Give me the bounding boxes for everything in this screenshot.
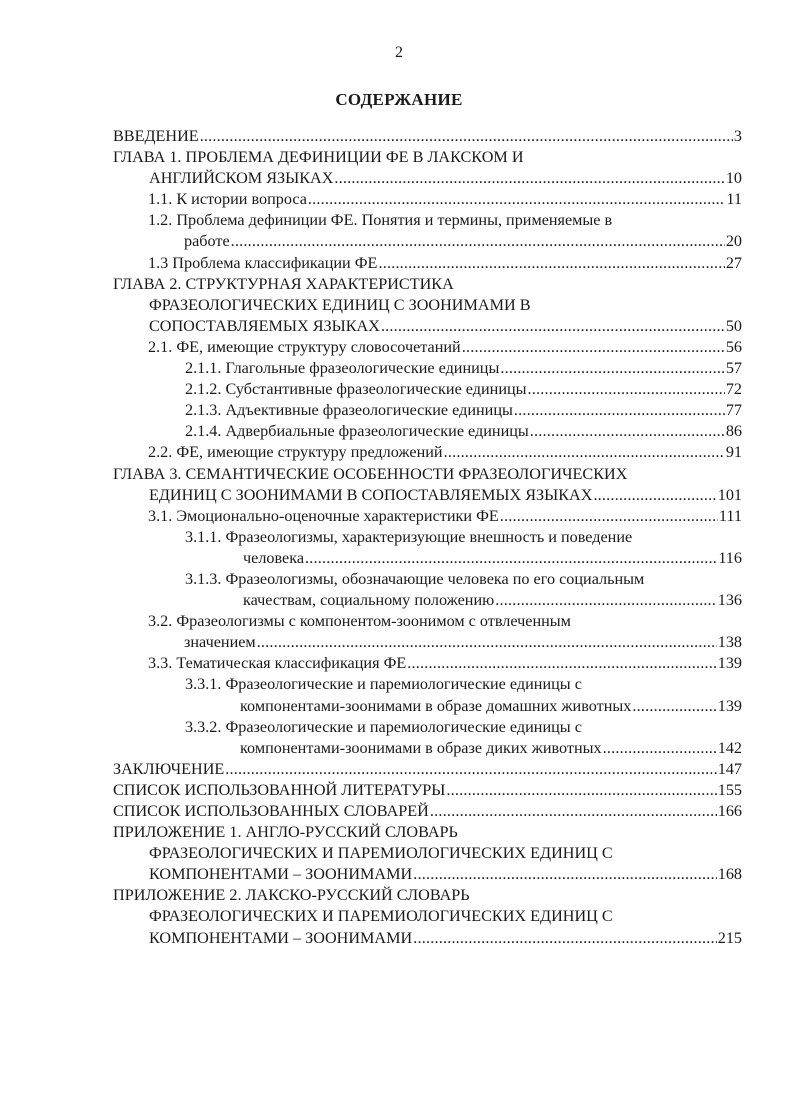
toc-entry [113, 126, 742, 147]
dot-leader [225, 759, 716, 780]
toc-page-number: 142 [717, 738, 742, 757]
toc-entry-text: 2.1.2. Субстантивные фразеологические единицы [185, 380, 527, 399]
toc-entry-text: 2.1.4. Адвербиальные фразеологические единицы [185, 422, 529, 441]
toc-entry-text: КОМПОНЕНТАМИ – ЗООНИМАМИ [149, 865, 413, 884]
dot-leader [430, 801, 717, 822]
toc-page-number: 139 [717, 654, 742, 673]
toc-entry-text: ГЛАВА 3. СЕМАНТИЧЕСКИЕ ОСОБЕННОСТИ ФРАЗЕОЛОГИЧЕСКИХ [113, 464, 628, 483]
toc-page-number: 27 [725, 253, 742, 272]
page-title: СОДЕРЖАНИЕ [335, 90, 463, 109]
dot-leader [500, 506, 718, 527]
dot-leader [632, 696, 716, 717]
toc-page-number: 86 [725, 422, 742, 441]
toc-entry-text: 3.3. Тематическая классификация ФЕ [148, 654, 407, 673]
toc-entry-text: 3.1.1. Фразеологизмы, характеризующие внешность и поведение [185, 527, 633, 546]
toc-page-number: 77 [725, 401, 742, 420]
toc-page-number: 138 [717, 633, 742, 652]
toc-entry-text: ФРАЗЕОЛОГИЧЕСКИХ ЕДИНИЦ С ЗООНИМАМИ В [149, 295, 531, 314]
toc-entry [113, 400, 742, 421]
toc-entry-text: компонентами-зоонимами в образе диких животных [240, 738, 602, 757]
toc-page-number: 50 [725, 316, 742, 335]
toc-entry [113, 421, 742, 442]
toc-page-number: 166 [717, 802, 742, 820]
toc-page-number: 11 [726, 190, 742, 209]
toc-entry [113, 358, 742, 379]
toc-page-number: 139 [717, 696, 742, 715]
toc-entry-text: ФРАЗЕОЛОГИЧЕСКИХ И ПАРЕМИОЛОГИЧЕСКИХ ЕДИНИЦ С [149, 907, 613, 926]
dot-leader [334, 168, 724, 189]
toc-page-number: 136 [717, 591, 742, 610]
dot-leader [381, 316, 725, 337]
dot-leader [500, 358, 724, 379]
toc-entry-text: качествам, социальному положению [243, 591, 495, 610]
dot-leader [308, 189, 726, 210]
toc-page-number: 72 [725, 380, 742, 399]
toc-entry-text: ПРИЛОЖЕНИЕ 2. ЛАКСКО-РУССКИЙ СЛОВАРЬ [113, 886, 470, 905]
dot-leader [444, 442, 725, 463]
toc-entry-text: СПИСОК ИСПОЛЬЗОВАННОЙ ЛИТЕРАТУРЫ [113, 780, 446, 799]
dot-leader [514, 400, 725, 421]
dot-leader [257, 632, 717, 653]
toc-entry-text: 3.2. Фразеологизмы с компонентом-зоонимом с отвлеченным [148, 612, 571, 631]
dot-leader [446, 780, 716, 801]
dot-leader [413, 864, 717, 885]
toc-entry-text: ЗАКЛЮЧЕНИЕ [113, 759, 225, 778]
toc-entry [113, 822, 742, 885]
toc-page-number: 3 [733, 127, 742, 145]
toc-entry-text: 2.1.1. Глагольные фразеологические единицы [185, 359, 500, 378]
toc-entry [113, 717, 742, 759]
toc-entry [113, 611, 742, 653]
dot-leader [462, 337, 725, 358]
toc-entry [113, 337, 742, 358]
toc-entry-text: СОПОСТАВЛЯЕМЫХ ЯЗЫКАХ [149, 316, 380, 335]
toc-entry [113, 759, 742, 780]
toc-entry [113, 801, 742, 822]
toc-page-number: 215 [717, 928, 742, 947]
toc-entry-text: ГЛАВА 2. СТРУКТУРНАЯ ХАРАКТЕРИСТИКА [113, 274, 454, 293]
page-number: 2 [395, 44, 403, 61]
toc-entry [113, 674, 742, 716]
dot-leader [231, 231, 725, 252]
toc-entry [113, 274, 742, 337]
toc-entry-text: 2.1.3. Адъективные фразеологические единицы [185, 401, 513, 420]
toc-entry-text: ГЛАВА 1. ПРОБЛЕМА ДЕФИНИЦИИ ФЕ В ЛАКСКОМ И [113, 148, 524, 167]
toc-page-number: 20 [725, 232, 742, 251]
toc-entry-text: ЕДИНИЦ С ЗООНИМАМИ В СОПОСТАВЛЯЕМЫХ ЯЗЫКАХ [149, 485, 593, 504]
toc-page-number: 57 [725, 359, 742, 378]
toc-entry-text: 1.2. Проблема дефиниции ФЕ. Понятия и термины, применяемые в [148, 211, 613, 230]
toc-entry [113, 885, 742, 948]
toc-page-number: 168 [717, 865, 742, 884]
toc-entry-text: 2.1. ФЕ, имеющие структуру словосочетаний [148, 337, 461, 356]
toc-entry-text: СПИСОК ИСПОЛЬЗОВАННЫХ СЛОВАРЕЙ [113, 802, 429, 820]
toc-entry-text: ПРИЛОЖЕНИЕ 1. АНГЛО-РУССКИЙ СЛОВАРЬ [113, 823, 458, 842]
toc-entry [113, 379, 742, 400]
toc-entry-text: АНГЛИЙСКОМ ЯЗЫКАХ [149, 169, 334, 188]
toc-entry-text: 3.1.3. Фразеологизмы, обозначающие человека по его социальным [185, 569, 645, 588]
toc-entry [113, 253, 742, 274]
toc-entry-text: КОМПОНЕНТАМИ – ЗООНИМАМИ [149, 928, 413, 947]
toc-entry-text: 3.3.2. Фразеологические и паремиологические единицы с [185, 717, 582, 736]
dot-leader [407, 653, 716, 674]
dot-leader [305, 548, 717, 569]
toc-page-number: 91 [725, 443, 742, 462]
dot-leader [495, 590, 717, 611]
toc-entry [113, 189, 742, 210]
table-of-contents [113, 126, 742, 949]
dot-leader [378, 253, 724, 274]
toc-entry [113, 210, 742, 252]
toc-page-number: 10 [725, 169, 742, 188]
toc-entry-text: 3.1. Эмоционально-оценочные характеристики ФЕ [148, 506, 499, 525]
toc-entry-text: значением [184, 633, 256, 652]
toc-page-number: 116 [718, 548, 742, 567]
dot-leader [413, 928, 717, 949]
dot-leader [593, 485, 716, 506]
toc-entry-text: 2.2. ФЕ, имеющие структуру предложений [148, 443, 443, 462]
toc-entry-text: человека [243, 548, 305, 567]
toc-entry-text: 1.1. К истории вопроса [148, 190, 307, 209]
dot-leader [603, 738, 717, 759]
toc-entry [113, 780, 742, 801]
toc-entry [113, 527, 742, 569]
toc-entry [113, 442, 742, 463]
toc-page-number: 56 [725, 337, 742, 356]
toc-entry-text: компонентами-зоонимами в образе домашних животных [240, 696, 632, 715]
toc-entry [113, 147, 742, 189]
toc-entry-text: ФРАЗЕОЛОГИЧЕСКИХ И ПАРЕМИОЛОГИЧЕСКИХ ЕДИНИЦ С [149, 844, 613, 863]
toc-entry [113, 464, 742, 506]
toc-entry-text: ВВЕДЕНИЕ [113, 127, 199, 145]
toc-page-number: 101 [717, 485, 742, 504]
toc-page-number: 111 [718, 506, 742, 525]
toc-entry-text: 3.3.1. Фразеологические и паремиологические единицы с [185, 675, 582, 694]
toc-page-number: 147 [717, 759, 742, 778]
dot-leader [530, 421, 725, 442]
toc-page-number: 155 [717, 780, 742, 799]
dot-leader [200, 126, 733, 147]
toc-entry [113, 569, 742, 611]
toc-entry-text: 1.3 Проблема классификации ФЕ [148, 253, 378, 272]
toc-entry [113, 506, 742, 527]
toc-entry [113, 653, 742, 674]
dot-leader [528, 379, 725, 400]
toc-entry-text: работе [184, 232, 230, 251]
